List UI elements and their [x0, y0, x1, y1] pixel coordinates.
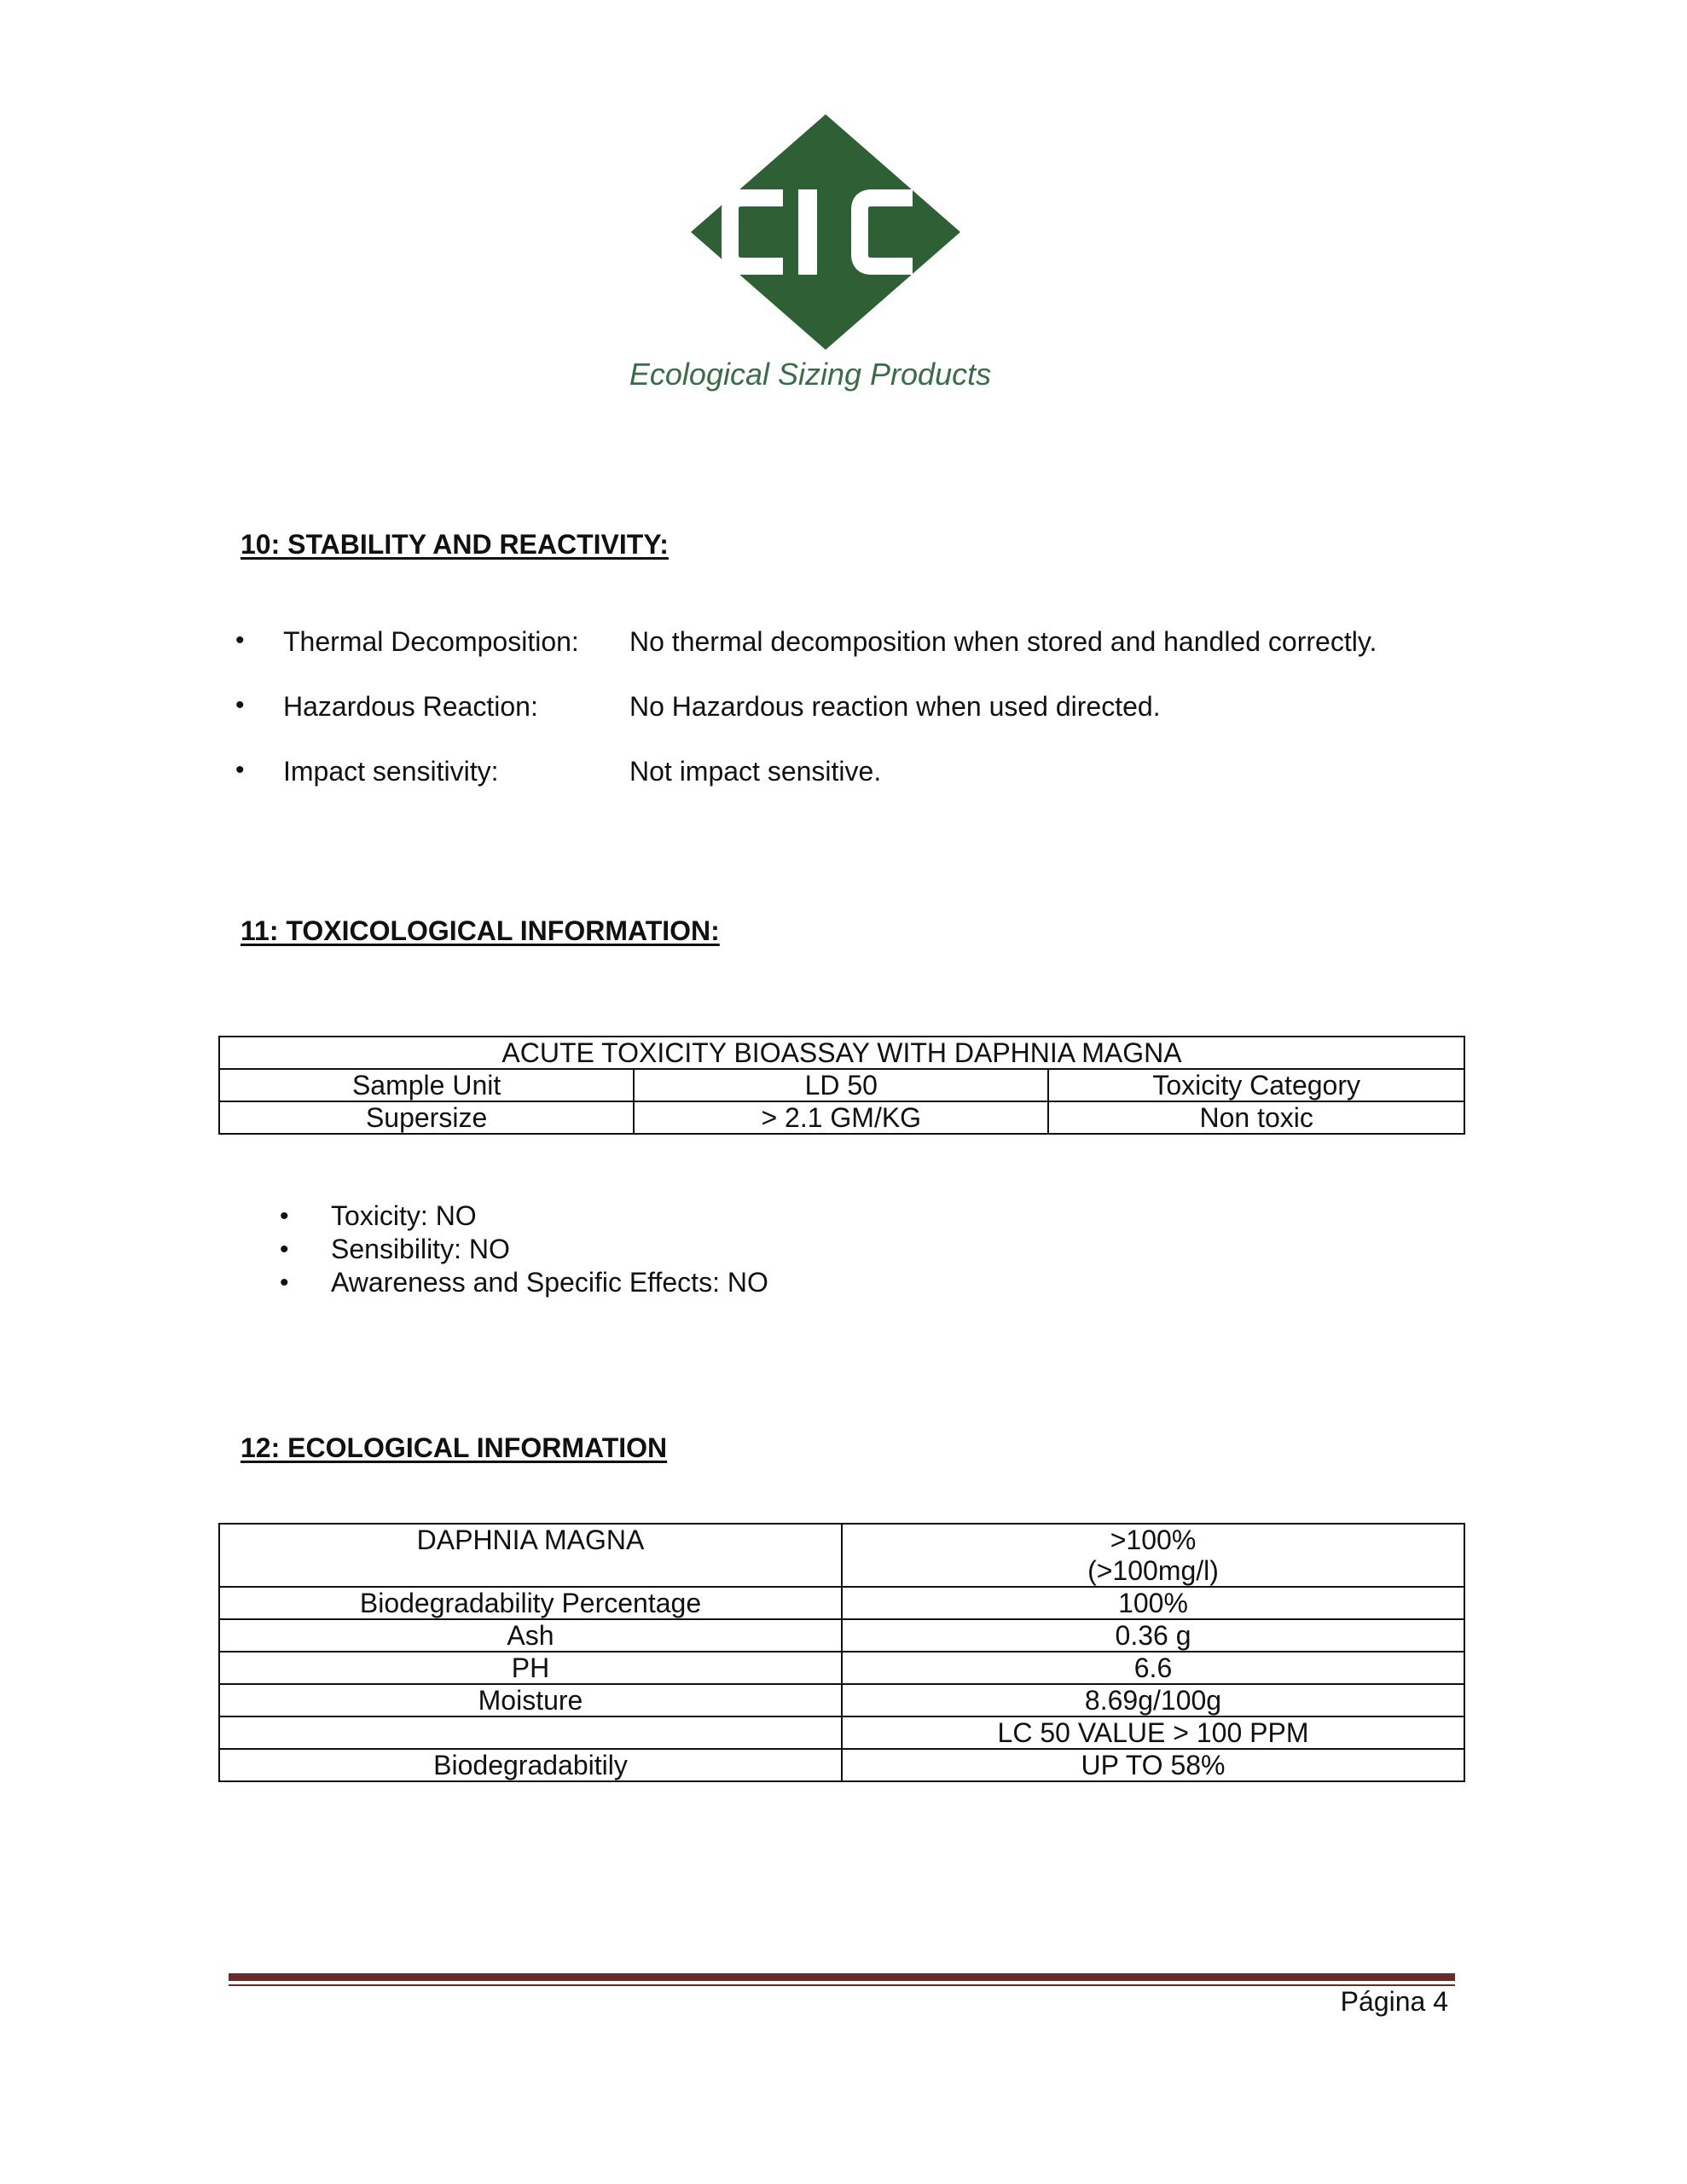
ecological-table — [218, 1523, 1465, 1782]
list-item-text: Sensibility: NO — [331, 1234, 510, 1264]
table-row — [219, 1069, 1464, 1101]
table-cell: 0.36 g — [842, 1619, 1464, 1652]
stability-item-label: Hazardous Reaction: — [283, 691, 538, 722]
table-cell: 6.6 — [842, 1652, 1464, 1684]
bullet-icon: • — [280, 1202, 289, 1230]
footer-rule-thin — [229, 1984, 1455, 1986]
stability-item — [232, 756, 1511, 790]
list-item-text: Awareness and Specific Effects: NO — [331, 1267, 768, 1298]
table-row — [219, 1524, 1464, 1587]
table-cell: DAPHNIA MAGNA — [219, 1524, 842, 1587]
table-cell: PH — [219, 1652, 842, 1684]
section-10-heading: 10: STABILITY AND REACTIVITY: — [241, 529, 669, 560]
table-row — [219, 1101, 1464, 1134]
table-cell: > 2.1 GM/KG — [634, 1101, 1048, 1134]
table-header-cell: Sample Unit — [219, 1069, 634, 1101]
logo-tagline: Ecological Sizing Products — [629, 357, 992, 392]
list-item-text: Toxicity: NO — [331, 1200, 477, 1231]
table-cell: 8.69g/100g — [842, 1684, 1464, 1716]
bullet-icon: • — [235, 756, 245, 784]
table-row — [219, 1716, 1464, 1749]
stability-item-label: Thermal Decomposition: — [283, 626, 579, 657]
footer-rule — [229, 1973, 1455, 1981]
cic-diamond-icon — [689, 113, 962, 351]
table-row — [219, 1037, 1464, 1069]
toxicity-table — [218, 1036, 1465, 1135]
stability-item — [232, 691, 1511, 725]
table-cell — [219, 1716, 842, 1749]
table-header-cell: LD 50 — [634, 1069, 1048, 1101]
table-row — [219, 1619, 1464, 1652]
table-cell: Ash — [219, 1619, 842, 1652]
section-11-heading: 11: TOXICOLOGICAL INFORMATION: — [241, 915, 720, 946]
table-cell: Non toxic — [1048, 1101, 1464, 1134]
table-header-cell: Toxicity Category — [1048, 1069, 1464, 1101]
stability-item-value: Not impact sensitive. — [629, 756, 882, 787]
table-row — [219, 1684, 1464, 1716]
table-row — [219, 1587, 1464, 1619]
table-cell — [842, 1524, 1464, 1587]
stability-item — [232, 626, 1511, 660]
cic-logo — [689, 113, 962, 351]
table-cell: UP TO 58% — [842, 1749, 1464, 1781]
section-12-heading: 12: ECOLOGICAL INFORMATION — [241, 1432, 668, 1463]
page-number: Página 4 — [1340, 1986, 1448, 2017]
table-row — [219, 1652, 1464, 1684]
stability-item-value: No thermal decomposition when stored and handled correctly. — [629, 626, 1377, 657]
table-cell: Moisture — [219, 1684, 842, 1716]
bullet-icon: • — [280, 1235, 289, 1263]
table-cell: Supersize — [219, 1101, 634, 1134]
table-cell: Biodegradabitily — [219, 1749, 842, 1781]
table-cell-line: >100% — [1110, 1525, 1197, 1555]
bullet-icon: • — [235, 626, 245, 654]
toxicity-table-title: ACUTE TOXICITY BIOASSAY WITH DAPHNIA MAGNA — [219, 1037, 1464, 1069]
table-cell: 100% — [842, 1587, 1464, 1619]
table-cell: Biodegradability Percentage — [219, 1587, 842, 1619]
stability-item-value: No Hazardous reaction when used directed. — [629, 691, 1161, 722]
bullet-icon: • — [235, 691, 245, 719]
table-cell: LC 50 VALUE > 100 PPM — [842, 1716, 1464, 1749]
stability-item-label: Impact sensitivity: — [283, 756, 499, 787]
table-cell-line: (>100mg/l) — [1087, 1555, 1219, 1586]
table-row — [219, 1749, 1464, 1781]
bullet-icon: • — [280, 1269, 289, 1297]
